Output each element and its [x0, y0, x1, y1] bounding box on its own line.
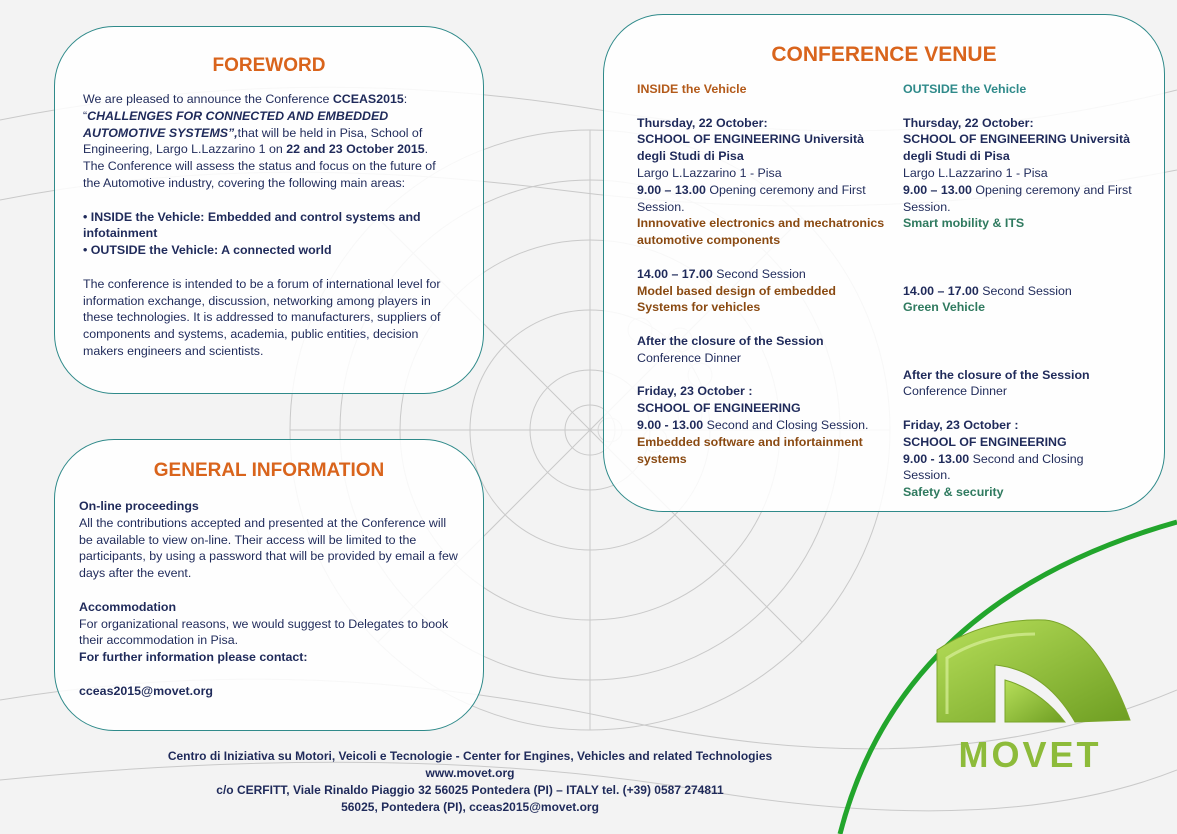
- general-info-box: [54, 439, 484, 731]
- inside-time3-text: Second and Closing Session.: [703, 417, 869, 432]
- inside-time2-text: Second Session: [712, 266, 806, 281]
- venue-title: CONFERENCE VENUE: [771, 43, 997, 66]
- foreword-intro: [83, 91, 455, 158]
- inside-topic3: Embedded software and infortainment systems: [637, 434, 863, 466]
- inside-day1: Thursday, 22 October:: [637, 115, 768, 130]
- conference-name: CCEAS2015: [332, 92, 404, 106]
- outside-time1-text: Opening ceremony and First Session.: [903, 182, 1132, 214]
- outside-day1: Thursday, 22 October:: [903, 115, 1034, 130]
- outside-place1: SCHOOL OF ENGINEERING Università degli Studi di Pisa: [903, 132, 1130, 164]
- inside-time2: 14.00 – 17.00: [637, 266, 713, 281]
- inside-after: After the closure of the Session: [637, 333, 824, 348]
- outside-session3: [903, 451, 1133, 485]
- foreword-closing: The conference is intended to be a forum of international level for information exchange, discussion, networking among players in these technologies. It is addressed to manufacturers, suppliers of components and systems, academia, public entities, decision makers engineers and scientists.: [83, 276, 441, 358]
- outside-session2: [903, 283, 1133, 300]
- outside-place2: SCHOOL OF ENGINEERING: [903, 434, 1067, 449]
- footer-line-1: Centro di Iniziativa su Motori, Veicoli e Tecnologie - Center for Engines, Vehicles and related Technologies: [167, 749, 773, 763]
- outside-addr1: Largo L.Lazzarino 1 - Pisa: [903, 165, 1048, 180]
- inside-column: [637, 81, 887, 467]
- foreword-intro-5: The Conference will assess the status and focus on the future of the Automotive industry, covering the following main areas:: [83, 159, 436, 190]
- challenge-title: CHALLENGES FOR CONNECTED AND EMBEDDED AUTOMOTIVE SYSTEMS”,: [83, 108, 389, 140]
- conference-dates: 22 and 23 October 2015: [286, 142, 425, 157]
- accommodation-text: For organizational reasons, we would suggest to Delegates to book their accommodation in Pisa.: [79, 616, 449, 648]
- foreword-intro-3: that will be held in Pisa, School of Engineering, Largo L.Lazzarino 1 on: [83, 125, 423, 157]
- inside-time1: 9.00 – 13.00: [637, 182, 706, 197]
- foreword-box: [54, 26, 484, 394]
- outside-after: After the closure of the Session: [903, 367, 1090, 382]
- inside-topic2: Model based design of embedded Systems for vehicles: [637, 283, 836, 315]
- inside-session1: [637, 182, 887, 216]
- contact-heading: For further information please contact:: [79, 650, 308, 665]
- quote-open: “: [83, 108, 88, 123]
- foreword-intro-2: :: [403, 92, 408, 106]
- inside-session2: [637, 266, 887, 283]
- outside-column: [903, 81, 1133, 501]
- contact-email[interactable]: cceas2015@movet.org: [79, 683, 213, 698]
- outside-topic1: Smart mobility & ITS: [903, 216, 1025, 231]
- outside-time1: 9.00 – 13.00: [903, 182, 972, 197]
- inside-heading: INSIDE the Vehicle: [637, 82, 747, 96]
- inside-session3: [637, 417, 887, 434]
- outside-topic2: Green Vehicle: [903, 300, 985, 315]
- proceedings-heading: On-line proceedings: [79, 499, 199, 513]
- general-info-title: GENERAL INFORMATION: [153, 460, 385, 481]
- inside-addr1: Largo L.Lazzarino 1 - Pisa: [637, 165, 782, 180]
- outside-heading: OUTSIDE the Vehicle: [903, 82, 1027, 96]
- outside-topic3: Safety & security: [903, 485, 1004, 500]
- inside-place1: SCHOOL OF ENGINEERING Università degli Studi di Pisa: [637, 132, 864, 164]
- foreword-title: FOREWORD: [212, 55, 326, 76]
- footer: [150, 748, 790, 816]
- accommodation-heading: Accommodation: [79, 599, 177, 614]
- footer-website[interactable]: www.movet.org: [425, 766, 515, 780]
- inside-place2: SCHOOL OF ENGINEERING: [637, 401, 801, 416]
- outside-time2: 14.00 – 17.00: [903, 283, 979, 298]
- inside-dinner: Conference Dinner: [637, 350, 742, 365]
- foreword-intro-4: .: [424, 142, 429, 157]
- outside-time2-text: Second Session: [978, 283, 1072, 298]
- outside-day2: Friday, 23 October :: [903, 417, 1019, 432]
- outside-time3-text: Second and Closing Session.: [903, 451, 1084, 483]
- movet-logo-text: MOVET: [958, 734, 1102, 775]
- venue-box: [603, 14, 1165, 512]
- inside-topic1: Innnovative electronics and mechatronics automotive components: [637, 216, 885, 248]
- outside-dinner: Conference Dinner: [903, 384, 1008, 399]
- outside-time3: 9.00 - 13.00: [903, 451, 970, 466]
- proceedings-text: All the contributions accepted and presented at the Conference will be available to view on-line. Their access will be limited to the participants, by using a password that will be provided by email a few days after the event.: [79, 515, 458, 581]
- inside-time1-text: Opening ceremony and First Session.: [637, 182, 866, 214]
- footer-line-3: c/o CERFITT, Viale Rinaldo Piaggio 32 56025 Pontedera (PI) – ITALY tel. (+39) 0587 274811: [216, 783, 724, 797]
- foreword-intro-1: We are pleased to announce the Conference: [83, 92, 333, 106]
- inside-day2: Friday, 23 October :: [637, 384, 753, 399]
- foreword-bullet-1: • INSIDE the Vehicle: Embedded and control systems and infotainment: [83, 209, 421, 241]
- inside-time3: 9.00 - 13.00: [637, 417, 704, 432]
- foreword-bullet-2: • OUTSIDE the Vehicle: A connected world: [83, 243, 332, 258]
- footer-line-4: 56025, Pontedera (PI), cceas2015@movet.org: [341, 800, 599, 814]
- outside-session1: [903, 182, 1133, 216]
